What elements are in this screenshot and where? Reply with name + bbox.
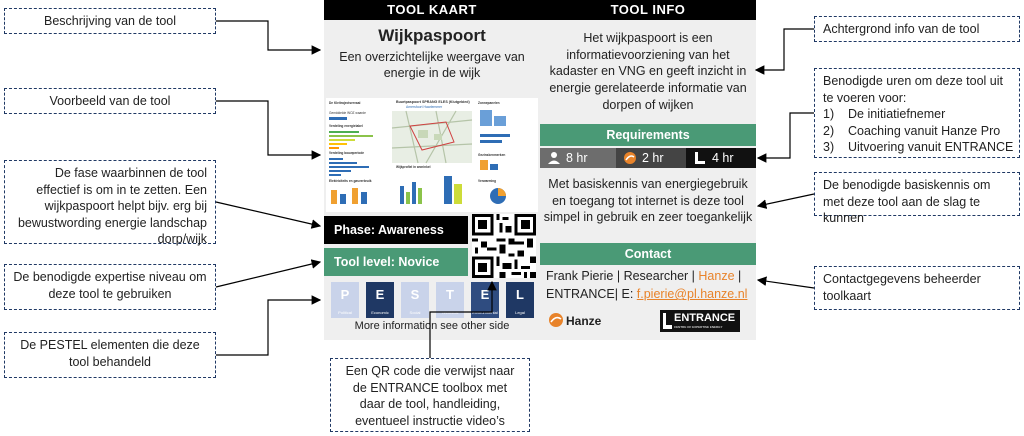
- pestel-sub: Legal: [515, 310, 525, 315]
- callout-uren-intro: Benodigde uren om deze tool uit te voeren voor:: [823, 74, 1003, 105]
- callout-uren-item: 1) De initiatiefnemer: [823, 107, 946, 121]
- preview-panel-7-label: Wijkprofiel in woninkel: [396, 165, 431, 169]
- preview-header-sub: Amersfoort Haarlemmer: [406, 105, 443, 109]
- pestel-letter: P: [340, 287, 350, 302]
- header-tool-kaart: TOOL KAART: [324, 0, 540, 20]
- preview-panel-5-label: Elektriciteits en gasverbruik: [329, 179, 372, 183]
- more-information-note: More information see other side: [354, 320, 510, 332]
- preview-panel-8-label: Gezinskenmerken: [478, 153, 506, 157]
- arrow-voorbeeld: [216, 101, 320, 155]
- hours-execution-value: 4 hr: [712, 151, 734, 165]
- pestel-letter: T: [446, 287, 454, 302]
- preview-header-title: Buurtpaspoort SPRANG ELES (Klutgebied): [396, 100, 470, 104]
- phase-badge: Phase: Awareness: [324, 216, 468, 244]
- pestel-letter: S: [410, 287, 420, 302]
- contact-org: Hanze: [698, 269, 735, 283]
- tool-info-text: Het wijkpaspoort is een informatievoorziening van het kadaster en VNG en geeft inzicht in energie gerelateerde informatie van dorpen of wijken: [549, 31, 747, 112]
- tool-level-badge: Tool level: Novice: [324, 248, 468, 276]
- callout-qr: Een QR code die verwijst naar de ENTRANCE toolbox met daar de tool, handleiding, eventueel instructie video’s: [330, 358, 530, 432]
- callout-achtergrond: Achtergrond info van de tool: [814, 16, 1020, 42]
- arrow-achtergrond: [756, 29, 814, 70]
- header-tool-info: TOOL INFO: [540, 0, 756, 20]
- arrow-expertise: [216, 262, 320, 287]
- callout-voorbeeld: Voorbeeld van de tool: [4, 88, 216, 114]
- tool-title: Wijkpaspoort: [378, 26, 486, 45]
- contact-header: Contact: [540, 243, 756, 265]
- callout-fase: De fase waarbinnen de tool effectief is om in te zetten. Een wijkpaspoort helpt bijv. erg bij bewustwording energie landschap dorp/wijk: [4, 160, 216, 244]
- pestel-letter: E: [480, 287, 490, 302]
- contact-email-link[interactable]: f.pierie@pl.hanze.nl: [636, 287, 748, 302]
- arrow-contactgegevens: [758, 280, 814, 288]
- callout-basiskennis: De benodigde basiskennis om met deze tool aan de slag te kunnen: [814, 172, 1020, 216]
- callout-beschrijving: Beschrijving van de tool: [4, 8, 216, 34]
- callout-uren-item: 2) Coaching vanuit Hanze Pro: [823, 123, 1001, 138]
- tool-subtitle: Een overzichtelijke weergave van energie in de wijk: [339, 50, 525, 81]
- hours-initiator-value: 8 hr: [566, 151, 588, 165]
- callout-expertise: De benodigde expertise niveau om deze tool te gebruiken: [4, 264, 216, 310]
- requirements-header: Requirements: [540, 124, 756, 146]
- pestel-sub: Economic: [371, 310, 389, 315]
- entrance-logo-tagline: CENTRE OF EXPERTISE ENERGY: [674, 325, 723, 329]
- preview-panel-9-label: Verwarming: [478, 179, 497, 183]
- contact-entrance: ENTRANCE| E:: [546, 287, 634, 302]
- pestel-sub: Technical: [441, 310, 459, 315]
- callout-uren-item: 3) Uitvoering vanuit ENTRANCE: [823, 140, 1014, 154]
- callout-pestel: De PESTEL elementen die deze tool behandeld: [4, 332, 216, 378]
- preview-panel-3-label: Verdeling energielabel: [329, 124, 363, 128]
- preview-panel-4-label: Verdeling bouwperiode: [329, 151, 365, 155]
- pestel-letter: E: [375, 287, 385, 302]
- entrance-logo-text: ENTRANCE: [674, 312, 736, 324]
- arrow-basiskennis: [758, 194, 814, 206]
- arrow-beschrijving: [216, 21, 320, 50]
- arrow-pestel: [216, 300, 320, 355]
- hanze-logo-text: Hanze: [566, 314, 602, 328]
- arrow-qr: [430, 282, 492, 358]
- preview-panel-6-label: Zonnepanelen: [478, 101, 500, 105]
- pestel-sub: Environmental: [472, 310, 498, 315]
- pestel-letter: L: [516, 287, 524, 302]
- preview-panel-2-label: Gemiddelde WOZ waarde: [329, 111, 366, 115]
- preview-panel-1-label: De Kleitrajectservaal: [329, 101, 361, 105]
- arrow-fase: [216, 202, 320, 226]
- callout-contactgegevens: Contactgegevens beheerder toolkaart: [814, 266, 1020, 310]
- contact-name: Frank Pierie | Researcher |: [546, 269, 695, 283]
- pestel-sub: Social: [409, 310, 421, 315]
- basis-text: Met basiskennis van energiegebruik en toegang tot internet is deze tool simpel in gebruik en zeer toegankelijk: [543, 177, 753, 225]
- contact-separator: |: [738, 269, 742, 283]
- arrow-uren: [758, 113, 814, 158]
- pestel-sub: Political: [338, 310, 352, 315]
- hours-coaching-value: 2 hr: [642, 151, 664, 165]
